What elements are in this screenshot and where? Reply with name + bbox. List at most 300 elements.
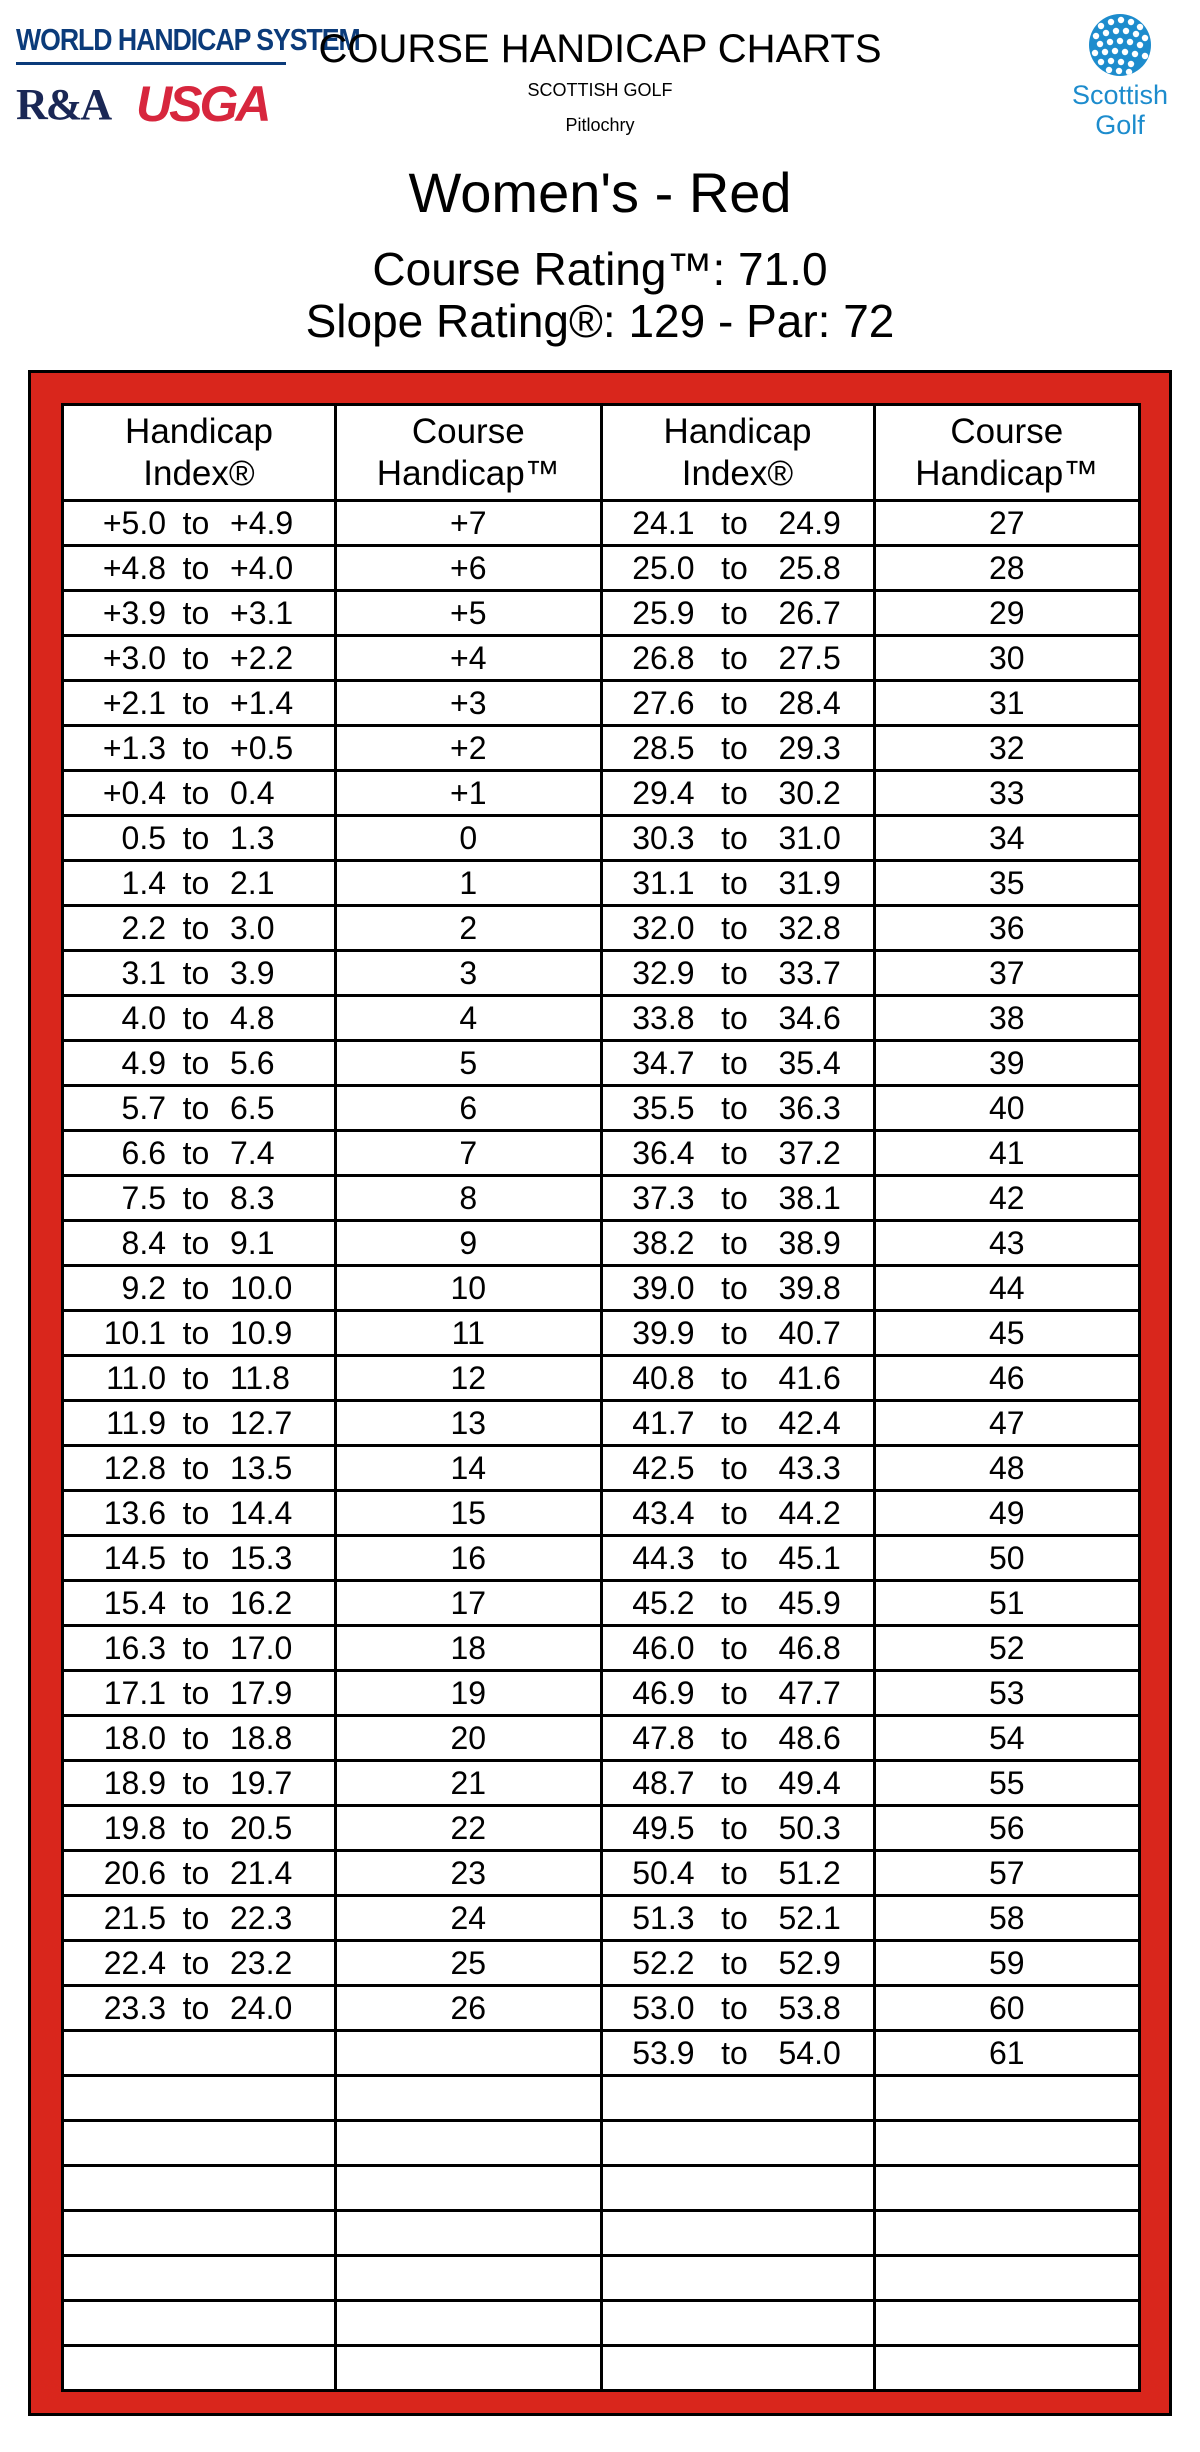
course-handicap-value: +7 [450,504,487,541]
handicap-index-cell [63,1266,336,1311]
to-label: to [182,1629,210,1666]
to-label: to [182,1449,210,1486]
course-handicap-value: 59 [988,1944,1025,1981]
index-range [603,820,873,857]
to-label: to [182,1584,210,1621]
table-row [63,816,1140,861]
index-range [603,550,873,587]
index-low: 46.9 [632,1674,695,1711]
course-handicap-cell [336,1491,602,1536]
index-high: 29.3 [778,729,841,766]
handicap-index-cell [601,636,874,681]
index-high: 52.9 [778,1944,841,1981]
course-handicap-cell [336,1446,602,1491]
index-range [64,1090,334,1127]
handicap-index-cell [63,1536,336,1581]
handicap-index-cell [63,636,336,681]
index-low: 23.3 [103,1989,166,2026]
index-low: 32.0 [632,909,695,946]
course-handicap-cell [874,996,1140,1041]
slope-par: Slope Rating®: 129 - Par: 72 [305,295,895,347]
index-range [603,1045,873,1082]
course-handicap-value: 53 [988,1674,1025,1711]
index-high: 24.9 [778,504,841,541]
to-label: to [721,1044,748,1081]
index-range [64,505,334,542]
index-low: 16.3 [103,1629,166,1666]
to-label: to [182,549,210,586]
course-handicap-cell [336,1761,602,1806]
handicap-index-cell [63,591,336,636]
course-handicap-value: 22 [450,1809,487,1846]
index-high: 38.1 [778,1179,841,1216]
index-low: +3.9 [102,594,166,631]
course-handicap-value: 33 [988,774,1025,811]
table-row [63,996,1140,1041]
index-range [64,910,334,947]
handicap-index-cell [601,816,874,861]
course-handicap-value: 43 [988,1224,1025,1261]
index-range [64,955,334,992]
course-handicap-cell [874,1221,1140,1266]
to-label: to [182,1269,210,1306]
to-label: to [721,1719,748,1756]
index-high: 14.4 [230,1494,293,1531]
table-row [63,2301,1140,2346]
table-row [63,1626,1140,1671]
handicap-index-cell [601,1266,874,1311]
index-low: 46.0 [632,1629,695,1666]
course-handicap-value: 35 [988,864,1025,901]
course-handicap-value: 19 [450,1674,487,1711]
index-range [603,865,873,902]
course-handicap-cell [336,1716,602,1761]
handicap-index-cell [63,1356,336,1401]
to-label: to [721,1089,748,1126]
course-handicap-cell [336,1851,602,1896]
course-handicap-cell [874,1761,1140,1806]
course-handicap-cell [336,861,602,906]
handicap-index-cell [601,1626,874,1671]
table-row [63,951,1140,996]
index-high: +3.1 [230,594,294,631]
handicap-index-cell [601,591,874,636]
handicap-index-cell [601,2256,874,2301]
index-low: 44.3 [632,1539,695,1576]
usga-logo: USGA [136,76,269,132]
index-low: 27.6 [632,684,695,721]
course-handicap-cell [336,2211,602,2256]
to-label: to [721,1899,748,1936]
table-body [63,501,1140,2391]
course-handicap-value: 24 [450,1899,487,1936]
index-high: 6.5 [230,1089,275,1126]
course-handicap-cell [874,2121,1140,2166]
index-range [64,595,334,632]
index-range [64,820,334,857]
index-low: 4.9 [121,1044,166,1081]
header-course-handicap-right [874,405,1140,501]
course-handicap-cell [336,1581,602,1626]
to-label: to [182,1224,210,1261]
table-row [63,1311,1140,1356]
course-handicap-value: 16 [450,1539,487,1576]
course-handicap-cell [874,1491,1140,1536]
index-range [603,1135,873,1172]
course-handicap-value: 2 [459,909,478,946]
handicap-index-cell [63,951,336,996]
course-handicap-cell [874,2076,1140,2121]
course-handicap-cell [336,906,602,951]
course-handicap-value: 34 [988,819,1025,856]
index-high: +1.4 [230,684,294,721]
index-high: 52.1 [778,1899,841,1936]
to-label: to [182,504,210,541]
course-handicap-cell [874,681,1140,726]
course-handicap-cell [336,636,602,681]
index-low: 34.7 [632,1044,695,1081]
course-handicap-cell [336,1041,602,1086]
handicap-index-cell [63,1986,336,2031]
handicap-index-cell [63,2121,336,2166]
header-center [300,26,900,136]
table-row [63,2211,1140,2256]
index-high: 1.3 [230,819,275,856]
course-handicap-cell [874,1941,1140,1986]
course-handicap-cell [336,1356,602,1401]
header-line: Course [411,411,525,451]
course-handicap-value: 45 [988,1314,1025,1351]
table-row [63,861,1140,906]
index-range [64,1315,334,1352]
index-high: 12.7 [230,1404,293,1441]
index-low: 14.5 [103,1539,166,1576]
handicap-index-cell [63,771,336,816]
handicap-index-cell [63,1221,336,1266]
whs-logo [16,22,360,133]
handicap-index-cell [601,1221,874,1266]
index-low: 43.4 [632,1494,695,1531]
index-range [603,775,873,812]
index-low: 10.1 [103,1314,166,1351]
index-high: 50.3 [778,1809,841,1846]
index-range [64,1810,334,1847]
index-high: 13.5 [230,1449,293,1486]
index-low: 40.8 [632,1359,695,1396]
course-handicap-value: 48 [988,1449,1025,1486]
index-low: 28.5 [632,729,695,766]
handicap-index-cell [601,861,874,906]
to-label: to [182,1854,210,1891]
to-label: to [721,1269,748,1306]
course-handicap-cell [874,906,1140,951]
index-high: 26.7 [778,594,841,631]
to-label: to [182,954,210,991]
to-label: to [182,999,210,1036]
handicap-index-cell [601,1896,874,1941]
handicap-index-cell [63,1761,336,1806]
course-handicap-cell [874,771,1140,816]
course-handicap-value: 42 [988,1179,1025,1216]
to-label: to [721,1449,748,1486]
table-row [63,2346,1140,2391]
handicap-index-cell [63,2076,336,2121]
index-low: 30.3 [632,819,695,856]
handicap-table [61,403,1141,2392]
to-label: to [721,1359,748,1396]
table-row [63,1581,1140,1626]
course-handicap-cell [336,1131,602,1176]
handicap-index-cell [63,1491,336,1536]
table-row [63,1356,1140,1401]
course-handicap-value: 11 [451,1314,485,1351]
index-high: 54.0 [778,2034,841,2071]
table-header-row [63,405,1140,501]
index-low: +5.0 [102,504,166,541]
index-range [64,775,334,812]
table-row [63,1446,1140,1491]
index-high: 44.2 [778,1494,841,1531]
to-label: to [721,999,748,1036]
to-label: to [721,1224,748,1261]
course-handicap-cell [336,816,602,861]
handicap-index-cell [63,2346,336,2391]
index-range [64,640,334,677]
index-low: 47.8 [632,1719,695,1756]
handicap-index-cell [63,996,336,1041]
to-label: to [182,1674,210,1711]
index-high: +0.5 [230,729,294,766]
course-handicap-cell [336,1311,602,1356]
course-handicap-value: 31 [988,684,1025,721]
index-range [603,730,873,767]
course-handicap-value: +4 [450,639,487,676]
table-row [63,636,1140,681]
index-high: 21.4 [230,1854,293,1891]
course-handicap-cell [874,636,1140,681]
table-row [63,1131,1140,1176]
handicap-index-cell [601,1671,874,1716]
course-handicap-cell [874,2256,1140,2301]
to-label: to [182,1404,210,1441]
handicap-index-cell [63,1671,336,1716]
course-handicap-value: 1 [459,864,478,901]
to-label: to [182,1899,210,1936]
course-handicap-value: 46 [988,1359,1025,1396]
course-handicap-value: 28 [988,549,1025,586]
to-label: to [182,1989,210,2026]
course-handicap-value: 37 [988,954,1025,991]
to-label: to [182,1809,210,1846]
header-handicap-index-right [601,405,874,501]
handicap-index-cell [63,546,336,591]
index-low: 41.7 [632,1404,695,1441]
index-low: 20.6 [103,1854,166,1891]
to-label: to [182,774,210,811]
index-low: 48.7 [632,1764,695,1801]
index-range [603,1270,873,1307]
course-handicap-cell [336,2076,602,2121]
to-label: to [182,1044,210,1081]
index-low: 5.7 [121,1089,166,1126]
header-line: Course [950,411,1064,451]
index-high: 10.0 [230,1269,293,1306]
index-low: +2.1 [102,684,166,721]
table-row [63,2076,1140,2121]
header-line: Handicap [125,411,273,451]
to-label: to [182,639,210,676]
index-low: 31.1 [632,864,695,901]
handicap-index-cell [63,1446,336,1491]
index-low: 15.4 [103,1584,166,1621]
course-handicap-value: 9 [459,1224,478,1261]
course-handicap-cell [874,501,1140,546]
index-range [603,955,873,992]
index-high: 31.0 [778,819,841,856]
index-range [64,1990,334,2027]
index-range [603,1225,873,1262]
handicap-index-cell [601,771,874,816]
course-handicap-cell [874,1131,1140,1176]
course-handicap-value: 30 [988,639,1025,676]
course-handicap-value: 55 [988,1764,1025,1801]
header-line: Handicap™ [915,453,1099,493]
to-label: to [721,1494,748,1531]
handicap-index-cell [601,1131,874,1176]
handicap-index-cell [63,816,336,861]
index-high: +4.9 [230,504,294,541]
handicap-index-cell [63,1176,336,1221]
index-range [603,1675,873,1712]
to-label: to [182,1944,210,1981]
index-range [64,1405,334,1442]
club-name: Pitlochry [565,115,635,135]
course-handicap-cell [874,816,1140,861]
index-range [603,1810,873,1847]
index-low: 39.0 [632,1269,695,1306]
index-low: 42.5 [632,1449,695,1486]
index-high: 46.8 [778,1629,841,1666]
course-handicap-cell [336,2166,602,2211]
association-name: SCOTTISH GOLF [527,80,673,100]
course-handicap-value: 38 [988,999,1025,1036]
index-low: 39.9 [632,1314,695,1351]
handicap-index-cell [601,2076,874,2121]
to-label: to [721,1314,748,1351]
course-handicap-value: 0 [459,819,478,856]
index-high: 51.2 [778,1854,841,1891]
index-range [64,1720,334,1757]
to-label: to [721,729,748,766]
table-row [63,1266,1140,1311]
to-label: to [182,684,210,721]
course-handicap-cell [336,1176,602,1221]
index-low: 25.0 [632,549,695,586]
index-high: 32.8 [778,909,841,946]
course-handicap-cell [336,591,602,636]
course-handicap-cell [874,1086,1140,1131]
table-row [63,1491,1140,1536]
index-high: 42.4 [778,1404,841,1441]
course-handicap-cell [874,1536,1140,1581]
index-high: 15.3 [230,1539,293,1576]
course-handicap-value: +6 [450,549,487,586]
index-range [64,1270,334,1307]
to-label: to [182,1089,210,1126]
index-low: 11.0 [106,1359,166,1396]
index-high: 16.2 [230,1584,293,1621]
course-handicap-cell [874,2166,1140,2211]
course-handicap-cell [874,1716,1140,1761]
course-handicap-cell [336,1266,602,1311]
handicap-index-cell [601,2301,874,2346]
to-label: to [721,1944,748,1981]
course-handicap-cell [874,591,1140,636]
index-range [603,505,873,542]
course-handicap-cell [874,726,1140,771]
to-label: to [721,594,748,631]
index-low: 3.1 [121,954,166,991]
table-row [63,1041,1140,1086]
handicap-index-cell [63,1941,336,1986]
index-range [64,550,334,587]
index-low: 52.2 [632,1944,695,1981]
index-low: 38.2 [632,1224,695,1261]
course-handicap-value: 23 [450,1854,487,1891]
to-label: to [721,504,748,541]
to-label: to [721,1989,748,2026]
course-handicap-cell [874,861,1140,906]
index-high: 20.5 [230,1809,293,1846]
handicap-index-cell [63,501,336,546]
index-range [603,1180,873,1217]
index-range [603,1090,873,1127]
golf-ball-icon [1087,12,1153,78]
table-row [63,1401,1140,1446]
course-handicap-value: 52 [988,1629,1025,1666]
handicap-index-cell [601,2346,874,2391]
course-handicap-cell [874,951,1140,996]
index-high: +2.2 [230,639,294,676]
to-label: to [182,819,210,856]
table-row [63,1536,1140,1581]
course-handicap-value: 18 [450,1629,487,1666]
handicap-index-cell [601,1176,874,1221]
index-high: 45.9 [778,1584,841,1621]
index-range [64,1450,334,1487]
course-handicap-cell [874,1446,1140,1491]
index-low: 26.8 [632,639,695,676]
handicap-index-cell [63,1851,336,1896]
index-high: 30.2 [778,774,841,811]
to-label: to [721,909,748,946]
index-low: 4.0 [121,999,166,1036]
index-range [64,1630,334,1667]
index-low: 49.5 [632,1809,695,1846]
index-high: 9.1 [230,1224,275,1261]
to-label: to [721,1674,748,1711]
course-handicap-value: 51 [988,1584,1025,1621]
course-handicap-value: 15 [450,1494,487,1531]
to-label: to [182,1134,210,1171]
index-range [603,1540,873,1577]
index-low: +3.0 [102,639,166,676]
to-label: to [721,1179,748,1216]
index-low: 53.9 [632,2034,695,2071]
index-range [64,1945,334,1982]
index-range [64,1225,334,1262]
course-handicap-value: 32 [988,729,1025,766]
